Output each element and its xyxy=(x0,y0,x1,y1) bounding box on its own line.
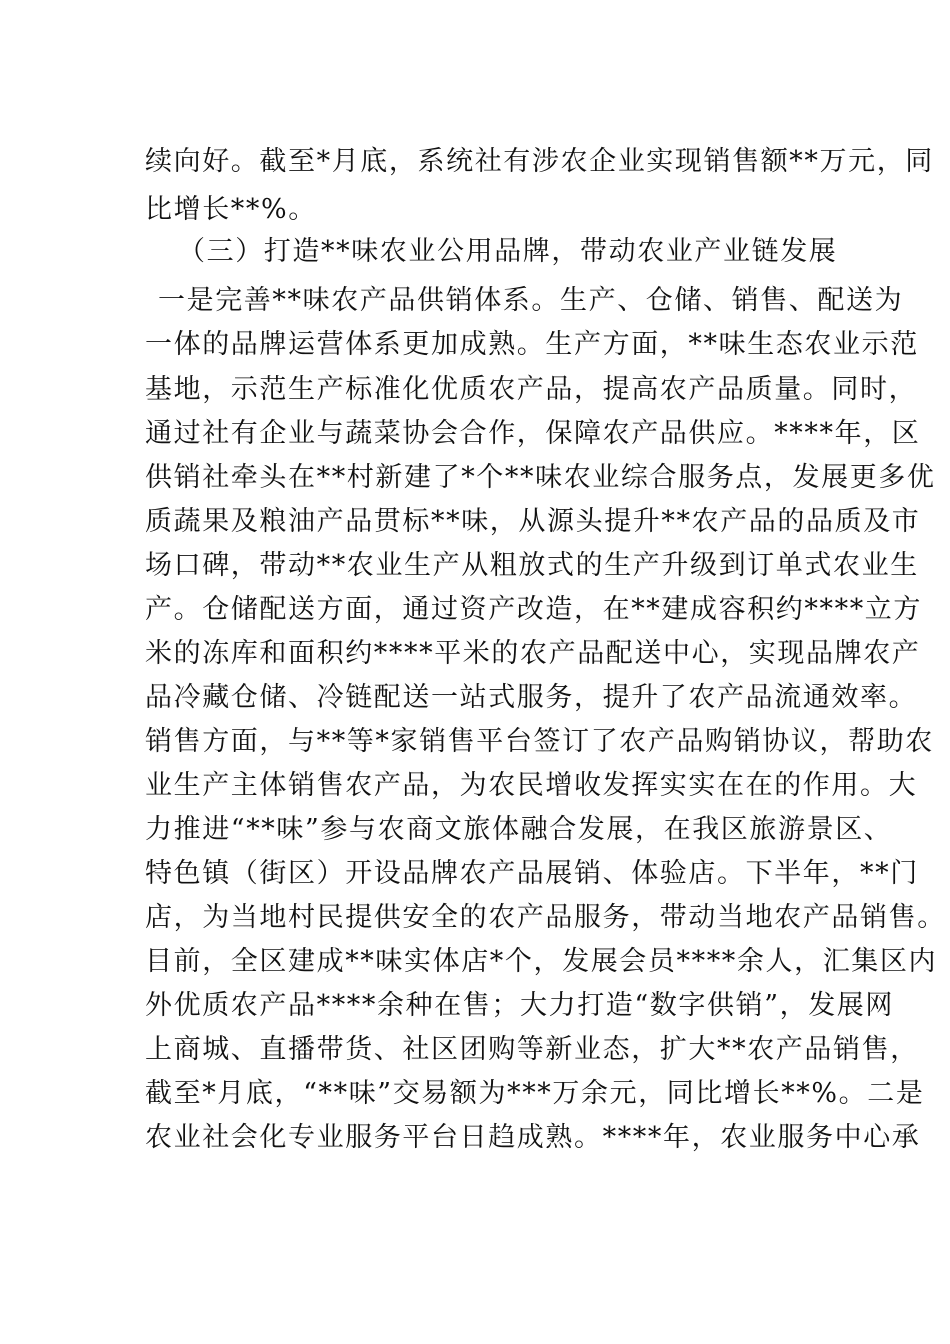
text-line: 一体的品牌运营体系更加成熟。生产方面，**味生态农业示范 xyxy=(145,329,919,360)
text-line: 供销社牵头在**村新建了*个**味农业综合服务点，发展更多优 xyxy=(145,462,936,493)
text-line: 续向好。截至*月底，系统社有涉农企业实现销售额**万元，同 xyxy=(145,146,934,177)
text-line: 一是完善**味农产品供销体系。生产、仓储、销售、配送为 xyxy=(158,285,904,316)
text-line: 通过社有企业与蔬菜协会合作，保障农产品供应。****年，区 xyxy=(145,418,921,449)
text-line: 质蔬果及粮油产品贯标**味，从源头提升**农产品的品质及市 xyxy=(145,506,921,537)
text-line: 品冷藏仓储、冷链配送一站式服务，提升了农产品流通效率。 xyxy=(145,682,918,713)
text-line: 基地，示范生产标准化优质农产品，提高农产品质量。同时， xyxy=(145,374,918,405)
text-line: 外优质农产品****余种在售；大力打造“数字供销”，发展网 xyxy=(145,990,895,1021)
text-line: 场口碑，带动**农业生产从粗放式的生产升级到订单式农业生 xyxy=(145,550,919,581)
text-line: 产。仓储配送方面，通过资产改造，在**建成容积约****立方 xyxy=(145,594,922,625)
text-line: 米的冻库和面积约****平米的农产品配送中心，实现品牌农产 xyxy=(145,638,921,669)
text-line: 店，为当地村民提供安全的农产品服务，带动当地农产品销售。 xyxy=(145,902,946,933)
text-line: 销售方面，与**等*家销售平台签订了农产品购销协议，帮助农 xyxy=(145,726,934,757)
section-heading: （三）打造**味农业公用品牌，带动农业产业链发展 xyxy=(178,236,838,267)
text-line: 比增长**%。 xyxy=(145,194,317,225)
text-line: 上商城、直播带货、社区团购等新业态，扩大**农产品销售， xyxy=(145,1034,919,1065)
text-line: 特色镇（街区）开设品牌农产品展销、体验店。下半年，**门 xyxy=(145,858,919,889)
text-line: 目前，全区建成**味实体店*个，发展会员****余人，汇集区内 xyxy=(145,946,938,977)
text-line: 业生产主体销售农产品，为农民增收发挥实实在在的作用。大 xyxy=(145,770,918,801)
text-line: 截至*月底，“**味”交易额为***万余元，同比增长**%。二是 xyxy=(145,1078,925,1109)
text-line: 力推进“**味”参与农商文旅体融合发展，在我区旅游景区、 xyxy=(145,814,893,845)
text-line: 农业社会化专业服务平台日趋成熟。****年，农业服务中心承 xyxy=(145,1122,921,1153)
